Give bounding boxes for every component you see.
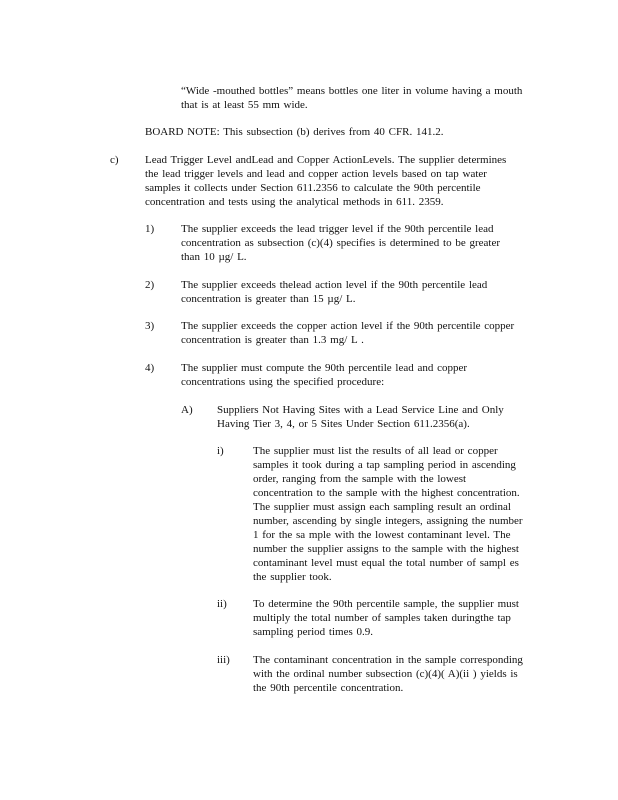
text-line: contaminant level must equal the total number of sampl es <box>253 557 519 569</box>
section-label-c: c) <box>110 154 119 166</box>
item-label-ii: ii) <box>217 598 227 610</box>
item-label-1: 1) <box>145 223 155 235</box>
item-label-3: 3) <box>145 320 155 332</box>
text-line: samples it collects under Section 611.2356 to calculate the 90th percentile <box>145 182 481 194</box>
text-line: Suppliers Not Having Sites with a Lead Service Line and Only <box>217 404 504 416</box>
text-line: concentration and tests using the analytical methods in 611. 2359. <box>145 196 444 208</box>
item-2-paragraph <box>181 278 511 306</box>
item-label-2: 2) <box>145 279 155 291</box>
text-line: samples it took during a tap sampling period in ascending <box>253 459 516 471</box>
text-line: the supplier took. <box>253 571 332 583</box>
text-line: The supplier must compute the 90th percentile lead and copper <box>181 362 468 374</box>
board-note-text: BOARD NOTE: This subsection (b) derives from 40 CFR. 141.2. <box>145 126 444 138</box>
board-note <box>145 125 475 139</box>
definition-wide-mouthed-bottles <box>181 84 537 112</box>
text-line: Lead Trigger Level andLead and Copper ActionLevels. The supplier determines <box>145 154 507 166</box>
text-line: The supplier exceeds thelead action level if the 90th percentile lead <box>181 279 488 291</box>
item-3-paragraph <box>181 319 531 347</box>
text-line: To determine the 90th percentile sample, the supplier must <box>253 598 519 610</box>
text-line: concentration is greater than 15 µg/ L. <box>181 293 356 305</box>
text-line: 1 for the sa mple with the lowest contaminant level. The <box>253 529 511 541</box>
item-4-paragraph <box>181 361 501 389</box>
text-line: concentration to the sample with the highest concentration. <box>253 487 520 499</box>
text-line: concentration as subsection (c)(4) specifies is determined to be greater <box>181 237 501 249</box>
text-line: multiply the total number of samples taken duringthe tap <box>253 612 511 624</box>
item-label-i: i) <box>217 445 224 457</box>
item-label-iii: iii) <box>217 654 230 666</box>
item-A-paragraph <box>217 403 522 431</box>
item-label-A: A) <box>181 404 193 416</box>
item-iii-paragraph <box>253 653 538 695</box>
section-c-paragraph <box>145 153 521 209</box>
text-line: The supplier exceeds the copper action level if the 90th percentile copper <box>181 320 515 332</box>
text-line: “Wide -mouthed bottles” means bottles one liter in volume having a mouth <box>181 85 523 97</box>
item-1-paragraph <box>181 222 521 264</box>
text-line: The supplier exceeds the lead trigger level if the 90th percentile lead <box>181 223 494 235</box>
item-ii-paragraph <box>253 597 538 639</box>
text-line: Having Tier 3, 4, or 5 Sites Under Section 611.2356(a). <box>217 418 470 430</box>
text-line: concentrations using the specified procedure: <box>181 376 385 388</box>
text-line: The supplier must assign each sampling result an ordinal <box>253 501 511 513</box>
text-line: The supplier must list the results of all lead or copper <box>253 445 498 457</box>
text-line: the lead trigger levels and lead and copper action levels based on tap water <box>145 168 487 180</box>
text-line: order, ranging from the sample with the lowest <box>253 473 467 485</box>
item-label-4: 4) <box>145 362 155 374</box>
text-line: the 90th percentile concentration. <box>253 682 404 694</box>
text-line: number, ascending by single integers, assigning the number <box>253 515 523 527</box>
text-line: than 10 µg/ L. <box>181 251 247 263</box>
text-line: concentration is greater than 1.3 mg/ L . <box>181 334 364 346</box>
text-line: that is at least 55 mm wide. <box>181 99 308 111</box>
text-line: with the ordinal number subsection (c)(4)( A)(ii ) yields is <box>253 668 518 680</box>
text-line: sampling period times 0.9. <box>253 626 374 638</box>
text-line: number the supplier assigns to the sample with the highest <box>253 543 519 555</box>
item-i-paragraph <box>253 444 538 584</box>
text-line: The contaminant concentration in the sample corresponding <box>253 654 523 666</box>
